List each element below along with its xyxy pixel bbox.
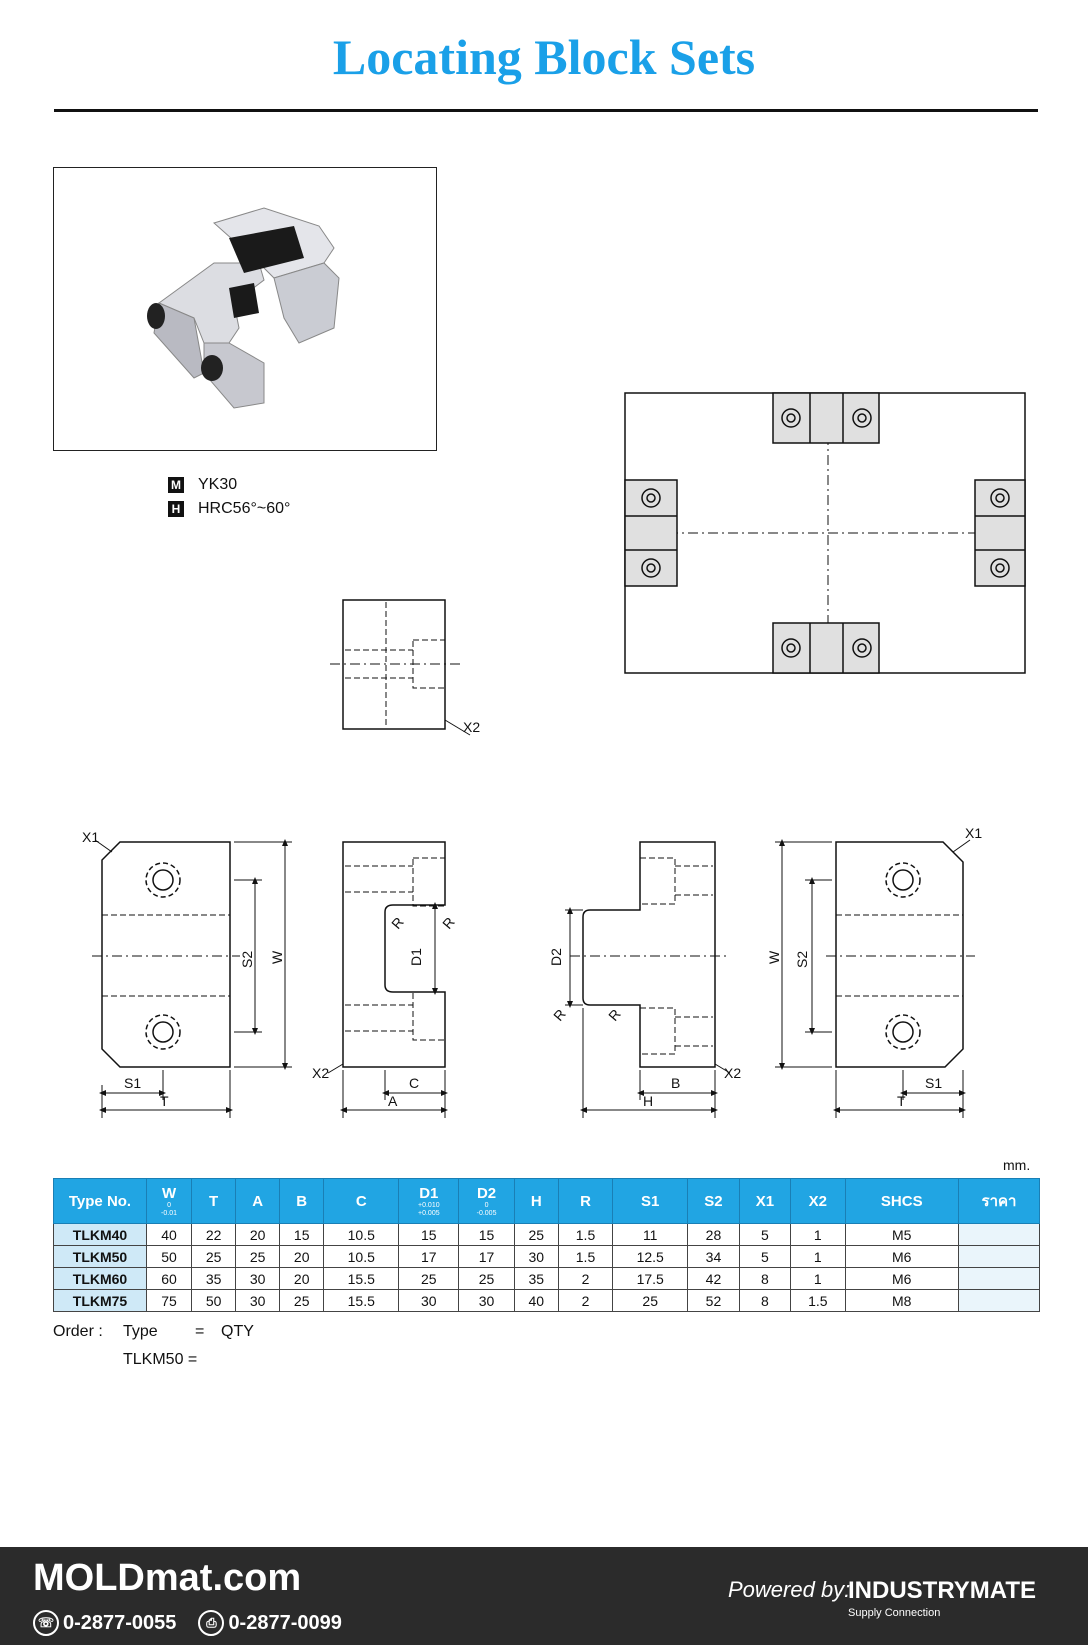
partner-tagline: Supply Connection [848, 1607, 941, 1619]
label-s2-left: S2 [239, 950, 255, 968]
material-badge: M [168, 477, 184, 493]
table-header-row [54, 1179, 1040, 1224]
table-cell: 20 [236, 1224, 280, 1246]
table-row [54, 1290, 1040, 1312]
table-cell: 25 [280, 1290, 324, 1312]
table-cell: 15 [399, 1224, 459, 1246]
table-row [54, 1246, 1040, 1268]
table-cell: M6 [845, 1268, 959, 1290]
col-c: C [324, 1179, 399, 1224]
footer-brand: MOLDmat.com [33, 1557, 302, 1599]
table-cell: 17 [399, 1246, 459, 1268]
table-cell: 30 [399, 1290, 459, 1312]
order-label: Order : [53, 1323, 103, 1340]
col-price: ราคา [959, 1179, 1040, 1224]
table-cell: M8 [845, 1290, 959, 1312]
table-cell: 1 [791, 1246, 845, 1268]
block-right-side-view [583, 842, 715, 1067]
col-a: A [236, 1179, 280, 1224]
col-s2: S2 [688, 1179, 739, 1224]
table-cell: 42 [688, 1268, 739, 1290]
table-cell: 28 [688, 1224, 739, 1246]
label-r-1: R [388, 913, 407, 932]
label-t-left: T [160, 1093, 169, 1109]
type-no-cell: TLKM50 [54, 1246, 147, 1268]
layout-block-bottom [773, 623, 879, 673]
phone-number: 0-2877-0055 [63, 1611, 177, 1634]
table-row [54, 1224, 1040, 1246]
table-cell: 12.5 [613, 1246, 688, 1268]
label-d2: D2 [548, 948, 564, 966]
table-cell: 25 [514, 1224, 558, 1246]
table-cell: 40 [147, 1224, 192, 1246]
col-x2: X2 [791, 1179, 845, 1224]
col-h: H [514, 1179, 558, 1224]
table-cell: 30 [236, 1268, 280, 1290]
label-r-4: R [605, 1005, 624, 1024]
spec-table [53, 1178, 1040, 1312]
label-x2-right: X2 [724, 1065, 742, 1081]
block-left-view [102, 842, 230, 1067]
table-cell: 8 [739, 1268, 790, 1290]
label-b: B [671, 1075, 681, 1091]
label-w-left: W [269, 950, 285, 964]
col-t: T [192, 1179, 236, 1224]
price-cell [959, 1224, 1040, 1246]
table-cell: 11 [613, 1224, 688, 1246]
hardness-badge: H [168, 501, 184, 517]
phone-icon: ☏ [33, 1610, 59, 1636]
table-cell: 25 [192, 1246, 236, 1268]
block-right-view [836, 842, 963, 1067]
price-cell [959, 1268, 1040, 1290]
table-cell: 40 [514, 1290, 558, 1312]
label-x2-left: X2 [312, 1065, 330, 1081]
table-cell: 15 [280, 1224, 324, 1246]
partner-logo: INDUSTRYMATE [848, 1577, 1036, 1604]
table-cell: 34 [688, 1246, 739, 1268]
col-s1: S1 [613, 1179, 688, 1224]
order-type-label: Type [123, 1323, 158, 1340]
table-cell: 5 [739, 1224, 790, 1246]
table-body [54, 1224, 1040, 1312]
label-s2-right: S2 [794, 950, 810, 968]
page-title: Locating Block Sets [332, 29, 756, 85]
label-d1: D1 [408, 948, 424, 966]
col-shcs: SHCS [845, 1179, 959, 1224]
order-qty-label: QTY [221, 1323, 254, 1340]
layout-block-left [625, 480, 677, 586]
table-cell: 50 [192, 1290, 236, 1312]
order-block [53, 1323, 254, 1379]
table-cell: 1.5 [791, 1290, 845, 1312]
footer-contacts [33, 1610, 342, 1636]
table-cell: 2 [558, 1268, 612, 1290]
table-cell: M5 [845, 1224, 959, 1246]
table-cell: 10.5 [324, 1246, 399, 1268]
fax-number: 0-2877-0099 [228, 1611, 342, 1634]
table-cell: 25 [613, 1290, 688, 1312]
col-b: B [280, 1179, 324, 1224]
price-cell [959, 1246, 1040, 1268]
table-cell: M6 [845, 1246, 959, 1268]
label-x1-left: X1 [82, 829, 100, 845]
label-h: H [643, 1093, 654, 1109]
col-d2: D2 0 -0.005 [459, 1179, 514, 1224]
powered-by: Powered by: [728, 1577, 851, 1602]
type-no-cell: TLKM75 [54, 1290, 147, 1312]
col-d1: D1 +0.010 +0.005 [399, 1179, 459, 1224]
type-no-cell: TLKM40 [54, 1224, 147, 1246]
table-cell: 20 [280, 1268, 324, 1290]
layout-block-top [773, 393, 879, 443]
type-no-cell: TLKM60 [54, 1268, 147, 1290]
table-cell: 25 [459, 1268, 514, 1290]
label-r-3: R [550, 1005, 569, 1024]
table-cell: 25 [236, 1246, 280, 1268]
label-s1-right: S1 [925, 1075, 943, 1091]
table-cell: 5 [739, 1246, 790, 1268]
table-cell: 60 [147, 1268, 192, 1290]
col-r: R [558, 1179, 612, 1224]
table-cell: 30 [236, 1290, 280, 1312]
table-cell: 30 [459, 1290, 514, 1312]
table-cell: 15.5 [324, 1290, 399, 1312]
table-cell: 52 [688, 1290, 739, 1312]
label-w-right: W [766, 950, 782, 964]
table-cell: 15.5 [324, 1268, 399, 1290]
table-cell: 1.5 [558, 1246, 612, 1268]
order-example: TLKM50 = [123, 1351, 198, 1368]
label-t-right: T [897, 1093, 906, 1109]
fax-contact [198, 1610, 341, 1636]
block-left-side-view [343, 842, 445, 1067]
table-cell: 20 [280, 1246, 324, 1268]
material-text: YK30 [198, 476, 238, 493]
label-r-2: R [439, 913, 458, 932]
table-cell: 1.5 [558, 1224, 612, 1246]
table-cell: 50 [147, 1246, 192, 1268]
table-cell: 35 [514, 1268, 558, 1290]
table-cell: 8 [739, 1290, 790, 1312]
fax-icon: ⎙ [198, 1610, 224, 1636]
unit-label: mm. [1003, 1157, 1031, 1173]
table-cell: 35 [192, 1268, 236, 1290]
table-cell: 25 [399, 1268, 459, 1290]
label-x1-right: X1 [965, 825, 983, 841]
label-x2-top: X2 [463, 719, 481, 735]
table-cell: 17 [459, 1246, 514, 1268]
phone-contact [33, 1610, 176, 1636]
order-equals: = [195, 1323, 205, 1340]
hardness-text: HRC56°~60° [198, 500, 291, 517]
table-cell: 15 [459, 1224, 514, 1246]
table-cell: 75 [147, 1290, 192, 1312]
layout-block-right [975, 480, 1025, 586]
label-c: C [409, 1075, 420, 1091]
table-cell: 17.5 [613, 1268, 688, 1290]
price-cell [959, 1290, 1040, 1312]
footer [0, 1547, 1088, 1645]
label-s1-left: S1 [124, 1075, 142, 1091]
col-w: W 0 -0.01 [147, 1179, 192, 1224]
table-cell: 30 [514, 1246, 558, 1268]
table-cell: 2 [558, 1290, 612, 1312]
table-cell: 10.5 [324, 1224, 399, 1246]
label-a: A [388, 1093, 398, 1109]
col-type-no: Type No. [54, 1179, 147, 1224]
col-x1: X1 [739, 1179, 790, 1224]
table-cell: 22 [192, 1224, 236, 1246]
table-cell: 1 [791, 1224, 845, 1246]
table-row [54, 1268, 1040, 1290]
table-cell: 1 [791, 1268, 845, 1290]
